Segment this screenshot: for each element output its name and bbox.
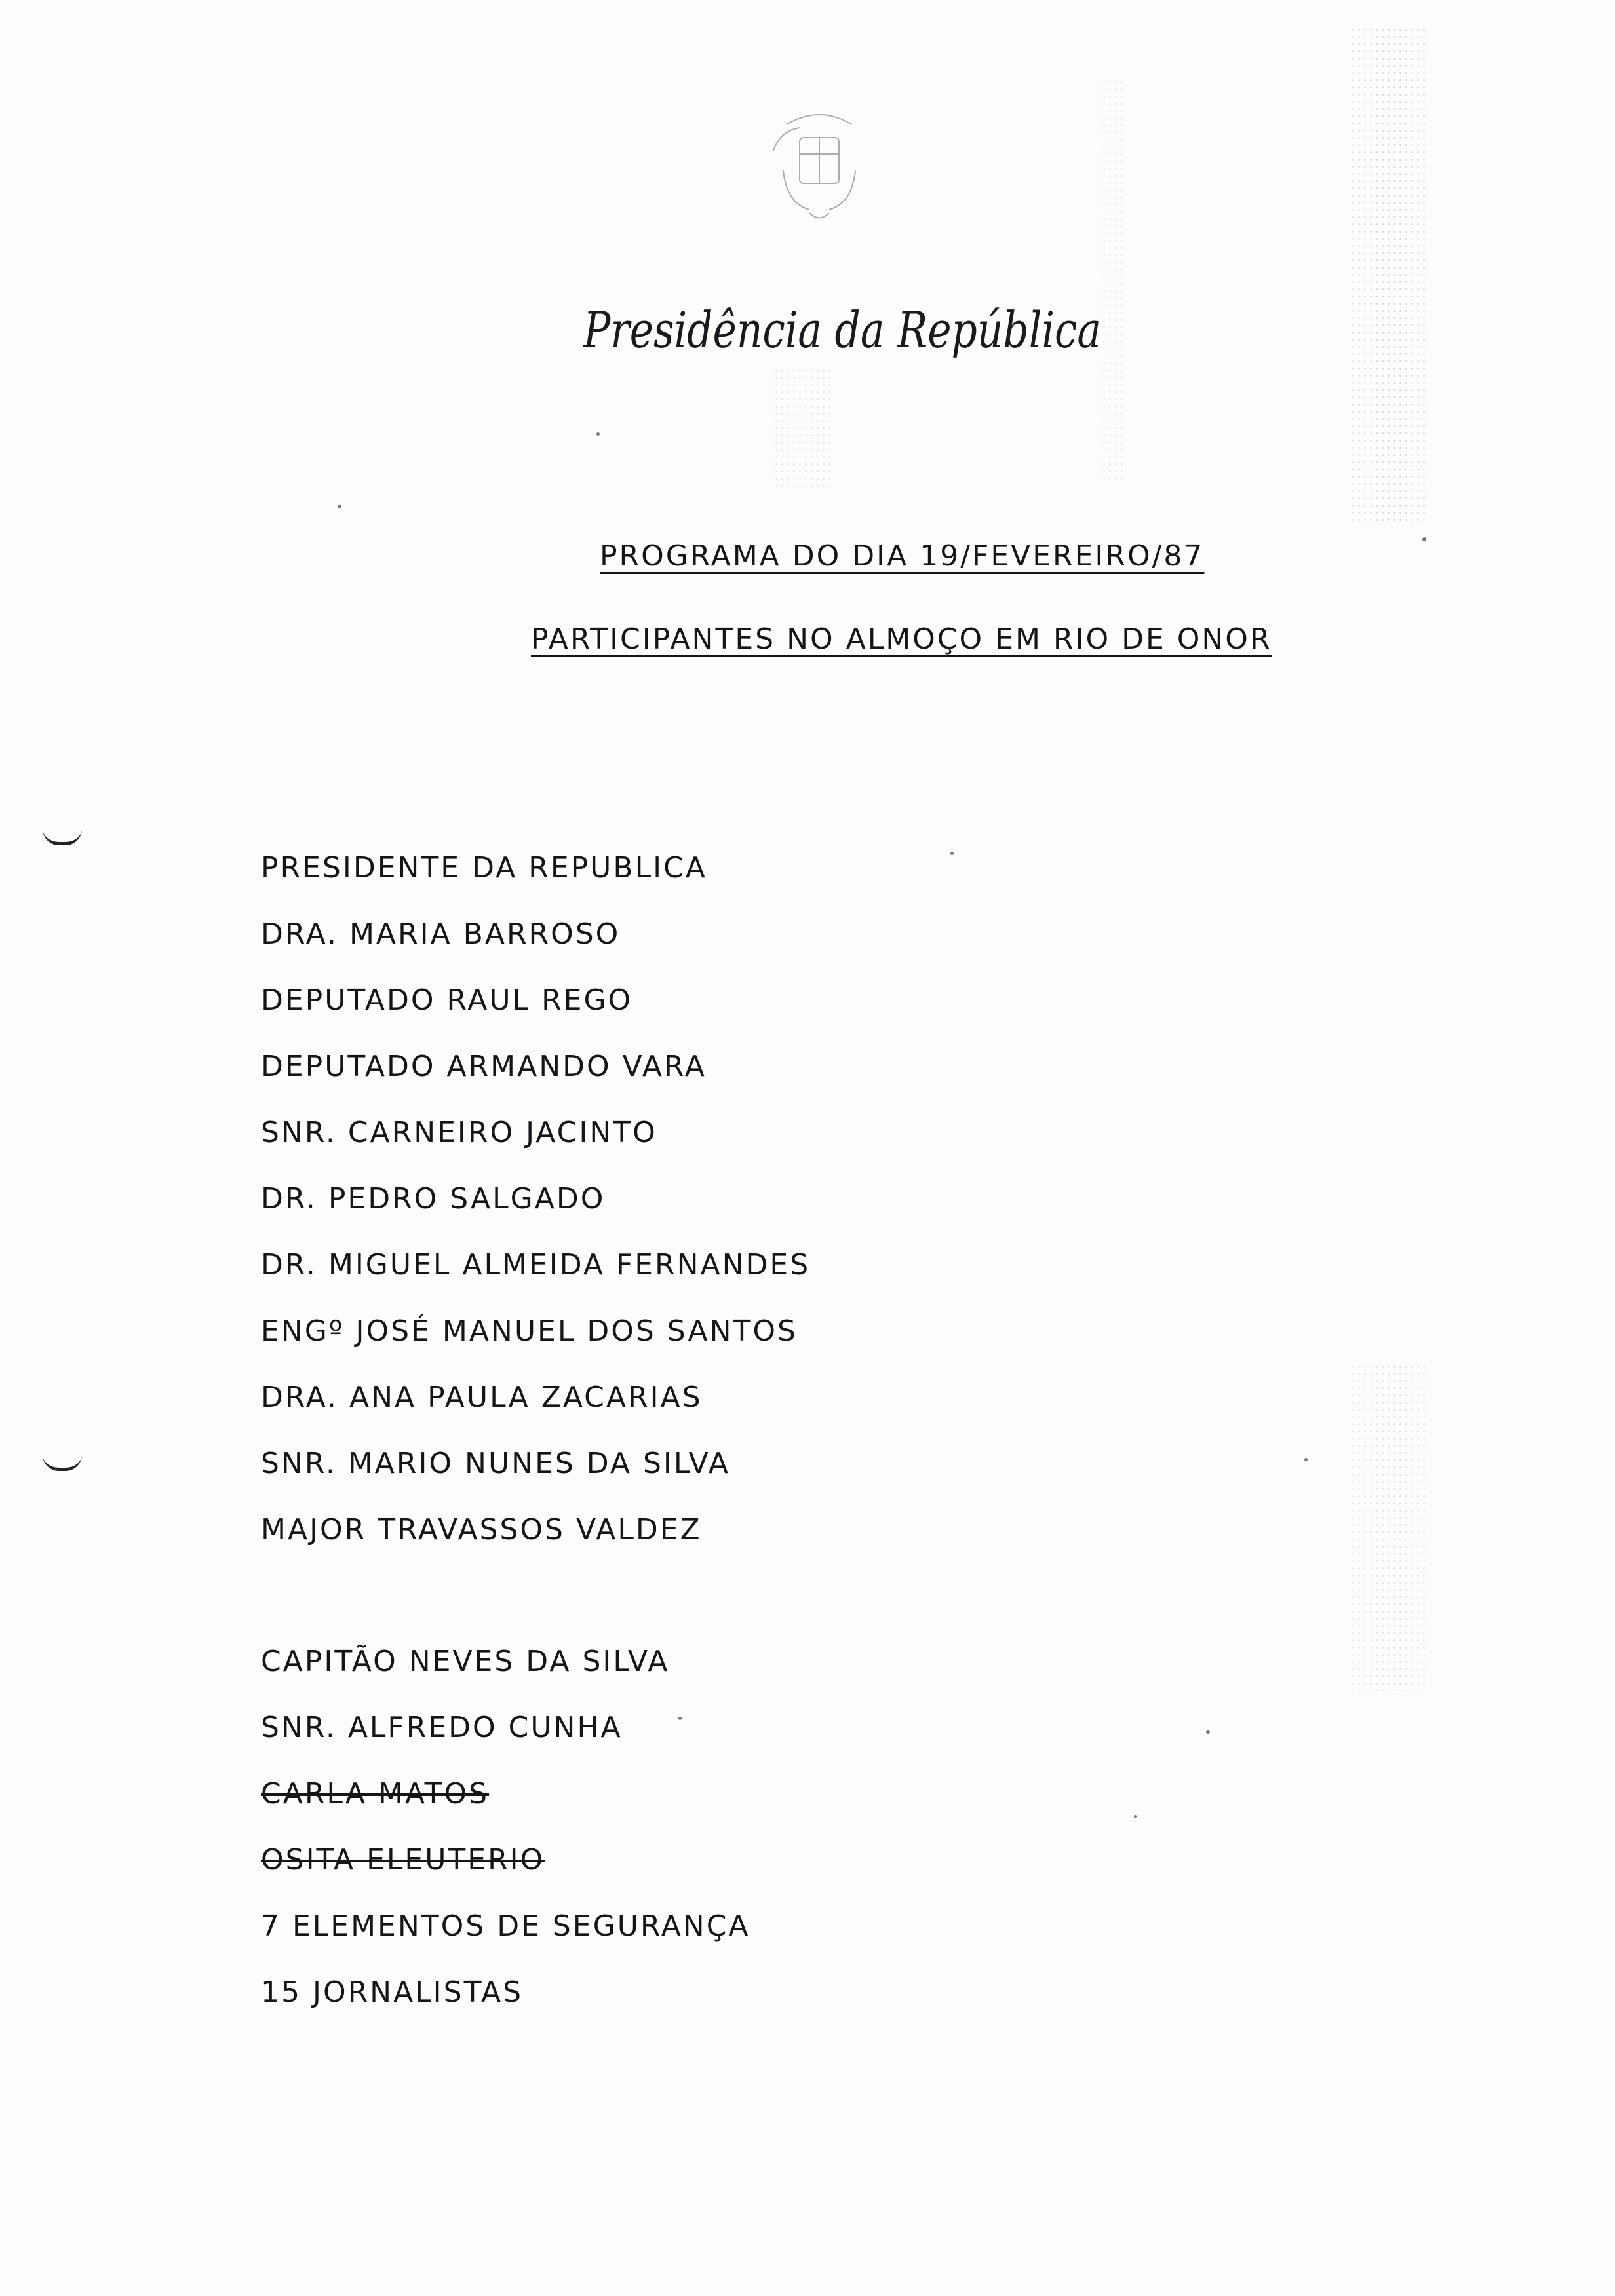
- letterhead-text: Presidência da República: [582, 301, 1101, 359]
- participant-item: CAPITÃO NEVES DA SILVA: [261, 1645, 670, 1678]
- speck: [1134, 1815, 1137, 1818]
- participant-item: DEPUTADO ARMANDO VARA: [261, 1050, 707, 1083]
- speck: [950, 852, 954, 855]
- participant-item-struck: CARLA MATOS: [261, 1777, 490, 1810]
- letterhead: [577, 265, 1114, 396]
- speck: [338, 505, 341, 508]
- speck: [1304, 1458, 1308, 1461]
- speck: [1206, 1730, 1210, 1734]
- participant-item: DR. PEDRO SALGADO: [261, 1182, 606, 1215]
- seal-emblem-icon: [747, 98, 891, 256]
- participant-item: PRESIDENTE DA REPUBLICA: [261, 851, 707, 885]
- scan-noise: [1350, 26, 1429, 524]
- participant-item: DRA. MARIA BARROSO: [261, 917, 621, 951]
- participant-item: ENGº JOSÉ MANUEL DOS SANTOS: [261, 1314, 798, 1348]
- punch-mark: [43, 829, 82, 845]
- punch-mark: [43, 1455, 82, 1471]
- participant-item: DRA. ANA PAULA ZACARIAS: [261, 1381, 703, 1414]
- participant-list: [261, 849, 810, 2039]
- participant-item: 15 JORNALISTAS: [261, 1976, 524, 2009]
- participant-item: 7 ELEMENTOS DE SEGURANÇA: [261, 1909, 750, 1943]
- participant-item: DR. MIGUEL ALMEIDA FERNANDES: [261, 1248, 811, 1282]
- speck: [1422, 537, 1426, 541]
- participant-item-struck: OSITA ELEUTERIO: [261, 1843, 545, 1877]
- participant-item: DEPUTADO RAUL REGO: [261, 984, 633, 1017]
- participant-item: SNR. MARIO NUNES DA SILVA: [261, 1447, 730, 1480]
- participant-item: SNR. ALFREDO CUNHA: [261, 1711, 623, 1744]
- participant-item: MAJOR TRAVASSOS VALDEZ: [261, 1513, 702, 1546]
- speck: [596, 432, 600, 436]
- scan-noise: [1350, 1363, 1429, 1691]
- program-date-heading: PROGRAMA DO DIA 19/FEVEREIRO/87: [600, 539, 1205, 573]
- participant-item: SNR. CARNEIRO JACINTO: [261, 1116, 657, 1149]
- participants-heading: PARTICIPANTES NO ALMOÇO EM RIO DE ONOR: [531, 622, 1272, 656]
